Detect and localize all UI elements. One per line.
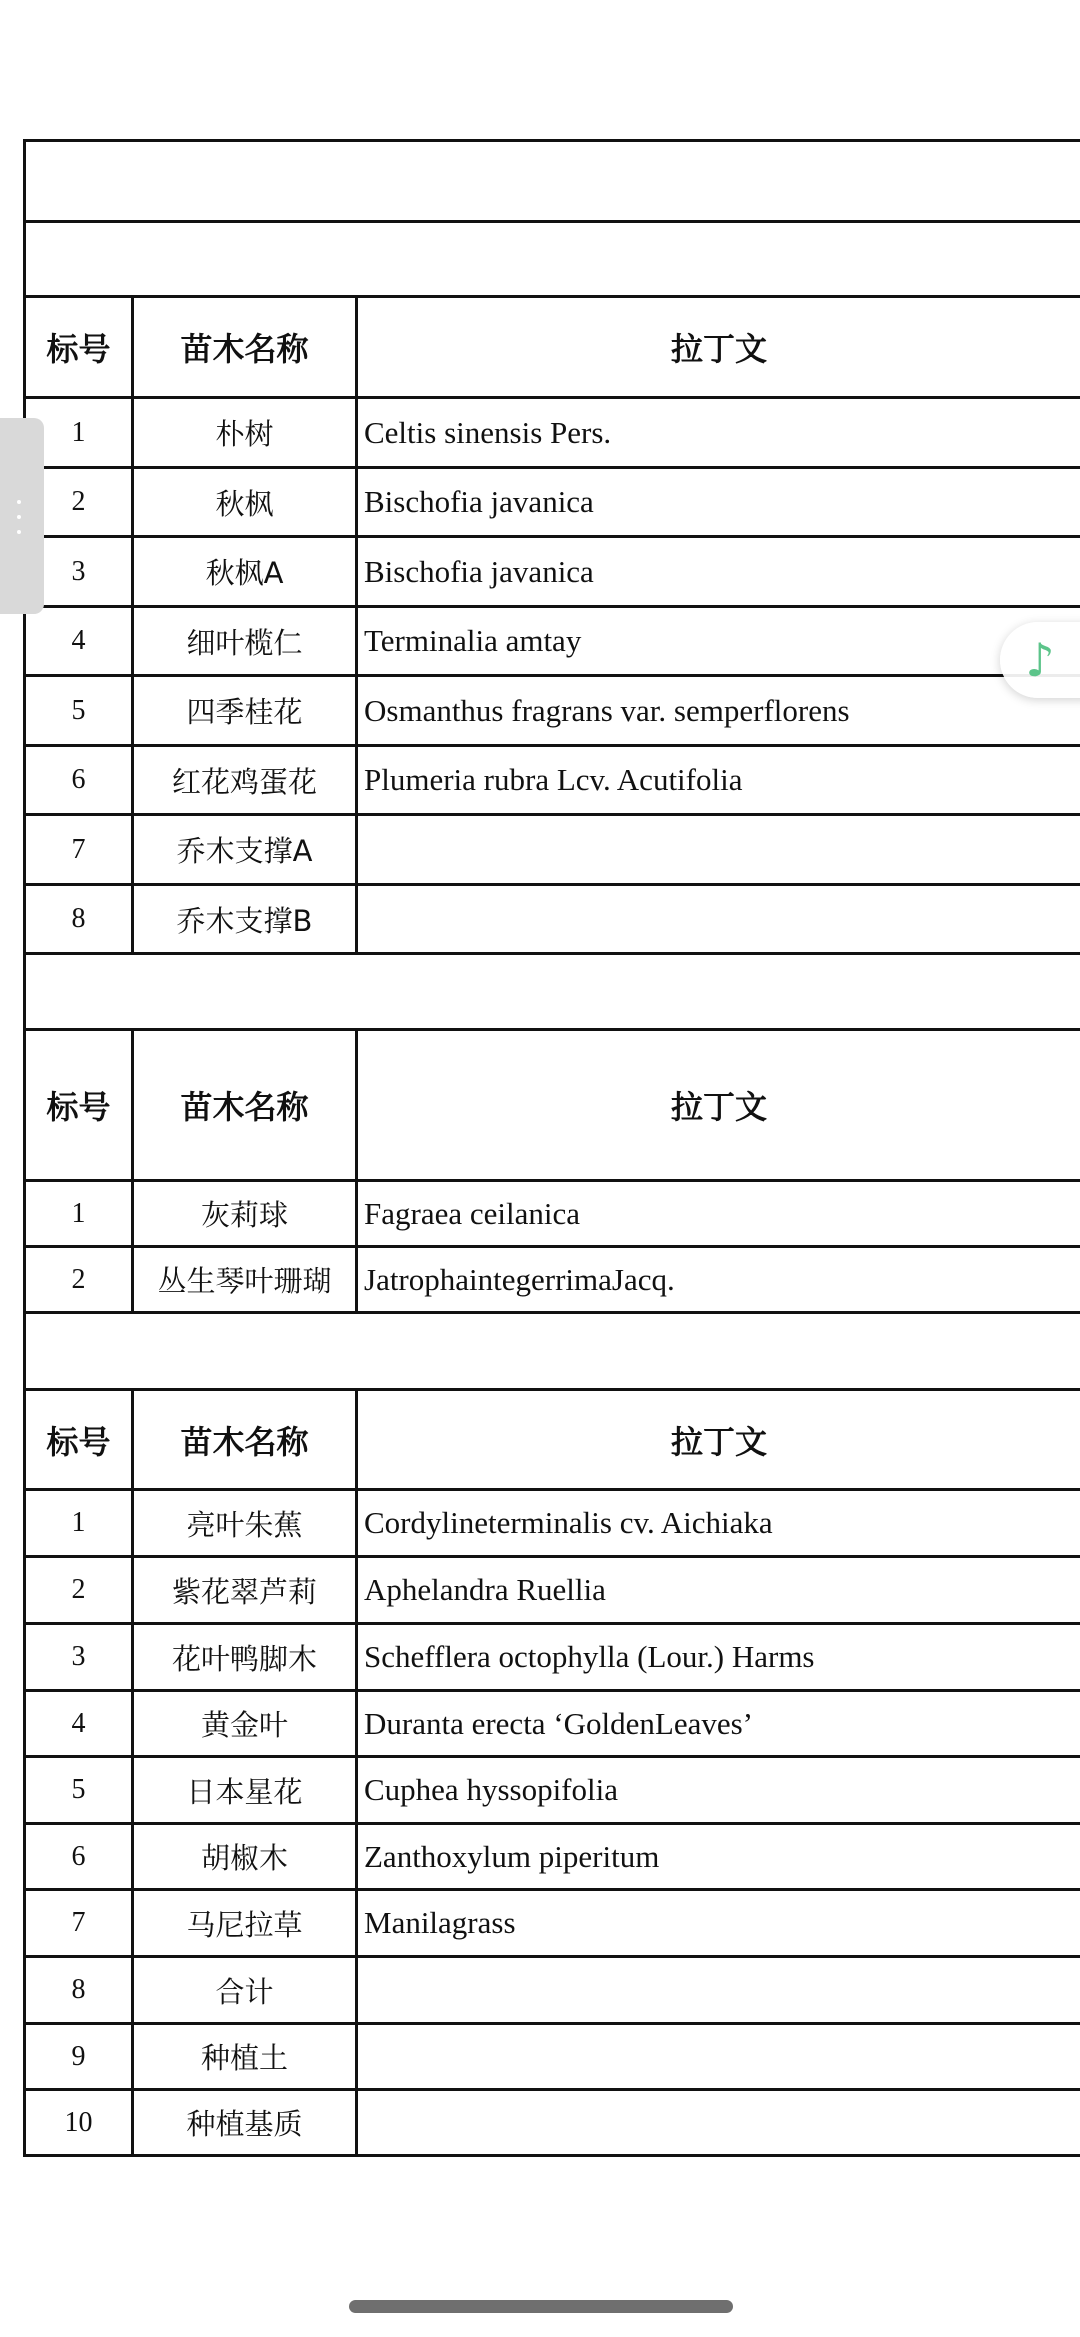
row-number: 8 [26,1958,134,2022]
music-note-icon: ♪ [1025,633,1055,687]
row-number: 6 [26,747,134,813]
row-number: 2 [26,1558,134,1622]
row-number: 1 [26,1491,134,1555]
plant-name: 胡椒木 [134,1825,358,1888]
floating-music-button[interactable] [1000,622,1080,698]
table-row [26,2025,1080,2091]
plant-name: 种植基质 [134,2091,358,2154]
latin-name: Bischofia javanica [364,484,594,519]
row-number: 5 [26,677,134,744]
latin-name: Zanthoxylum piperitum [364,1838,660,1874]
plant-name: 朴树 [134,399,358,466]
plant-name: 四季桂花 [134,677,358,744]
latin-name: Fagraea ceilanica [364,1195,580,1231]
header-latin: 拉丁文 [670,330,767,368]
plant-name: 秋枫A [134,538,358,605]
header-name: 苗木名称 [134,1031,358,1179]
latin-name: Cordylineterminalis cv. Aichiaka [364,1505,773,1540]
latin-name: JatrophaintegerrimaJacq. [364,1261,675,1297]
side-panel-handle[interactable] [0,418,44,614]
table-row [26,816,1080,886]
latin-name [358,2091,1080,2154]
plant-name: 乔木支撑B [134,886,358,952]
row-number: 8 [26,886,134,952]
row-number: 4 [26,1692,134,1755]
latin-name [358,816,1080,883]
plant-name: 日本星花 [134,1758,358,1822]
header-number: 标号 [26,298,134,396]
table-row [26,677,1080,747]
plant-name: 丛生琴叶珊瑚 [134,1248,358,1311]
table-row [26,538,1080,608]
row-number: 9 [26,2025,134,2088]
table-row [26,1558,1080,1625]
row-number: 2 [26,469,134,535]
plant-table [23,139,1080,2157]
table-row [26,1491,1080,1558]
table-row [26,1692,1080,1758]
table-row [26,886,1080,955]
plant-name: 秋枫 [134,469,358,535]
plant-name: 灰莉球 [134,1182,358,1245]
latin-name: Schefflera octophylla (Lour.) Harms [364,1639,815,1674]
plant-name: 红花鸡蛋花 [134,747,358,813]
section-groundcover [26,1491,1080,2157]
plant-name: 乔木支撑A [134,816,358,883]
latin-name: Manilagrass [364,1905,516,1940]
row-number: 4 [26,608,134,674]
table-row [26,747,1080,816]
table-row [26,1891,1080,1958]
plant-name: 种植土 [134,2025,358,2088]
row-number: 7 [26,1891,134,1955]
row-number: 10 [26,2091,134,2154]
table-row [26,1758,1080,1825]
section-shrubs [26,1182,1080,1314]
header-name: 苗木名称 [134,298,358,396]
latin-name: Aphelandra Ruellia [364,1572,606,1607]
home-indicator[interactable] [349,2300,733,2313]
plant-name: 细叶榄仁 [134,608,358,674]
table-header [26,1391,1080,1491]
row-number: 3 [26,1625,134,1689]
table-row [26,1625,1080,1692]
table-row [26,1248,1080,1314]
table-header [26,298,1080,399]
plant-name: 合计 [134,1958,358,2022]
latin-name: Osmanthus fragrans var. semperflorens [364,692,850,728]
table-row [26,2091,1080,2157]
row-number: 5 [26,1758,134,1822]
latin-name: Duranta erecta ‘GoldenLeaves’ [364,1705,753,1741]
header-number: 标号 [26,1391,134,1488]
row-number: 7 [26,816,134,883]
header-name: 苗木名称 [134,1391,358,1488]
plant-name: 紫花翠芦莉 [134,1558,358,1622]
header-latin: 拉丁文 [670,1422,767,1461]
blank-row [26,955,1080,1031]
table-row [26,399,1080,469]
plant-name: 花叶鸭脚木 [134,1625,358,1689]
plant-name: 马尼拉草 [134,1891,358,1955]
row-number: 3 [26,538,134,605]
table-row [26,1825,1080,1891]
latin-name [358,1958,1080,2022]
latin-name: Celtis sinensis Pers. [364,414,612,450]
row-number: 2 [26,1248,134,1311]
latin-name: Terminalia amtay [364,623,582,658]
blank-row [26,223,1080,298]
blank-row [26,142,1080,223]
latin-name: Cuphea hyssopifolia [364,1772,618,1807]
latin-name [358,886,1080,952]
table-row [26,1182,1080,1248]
section-trees [26,399,1080,955]
table-row [26,1958,1080,2025]
table-row [26,608,1080,677]
blank-row [26,1314,1080,1391]
header-latin: 拉丁文 [670,1088,767,1126]
row-number: 6 [26,1825,134,1888]
header-number: 标号 [26,1031,134,1179]
row-number: 1 [26,1182,134,1245]
latin-name: Plumeria rubra Lcv. Acutifolia [364,762,743,797]
table-header [26,1031,1080,1182]
latin-name [358,2025,1080,2088]
row-number: 1 [26,399,134,466]
latin-name: Bischofia javanica [364,553,594,589]
table-row [26,469,1080,538]
grip-dots-icon [16,500,22,534]
plant-name: 黄金叶 [134,1692,358,1755]
plant-name: 亮叶朱蕉 [134,1491,358,1555]
